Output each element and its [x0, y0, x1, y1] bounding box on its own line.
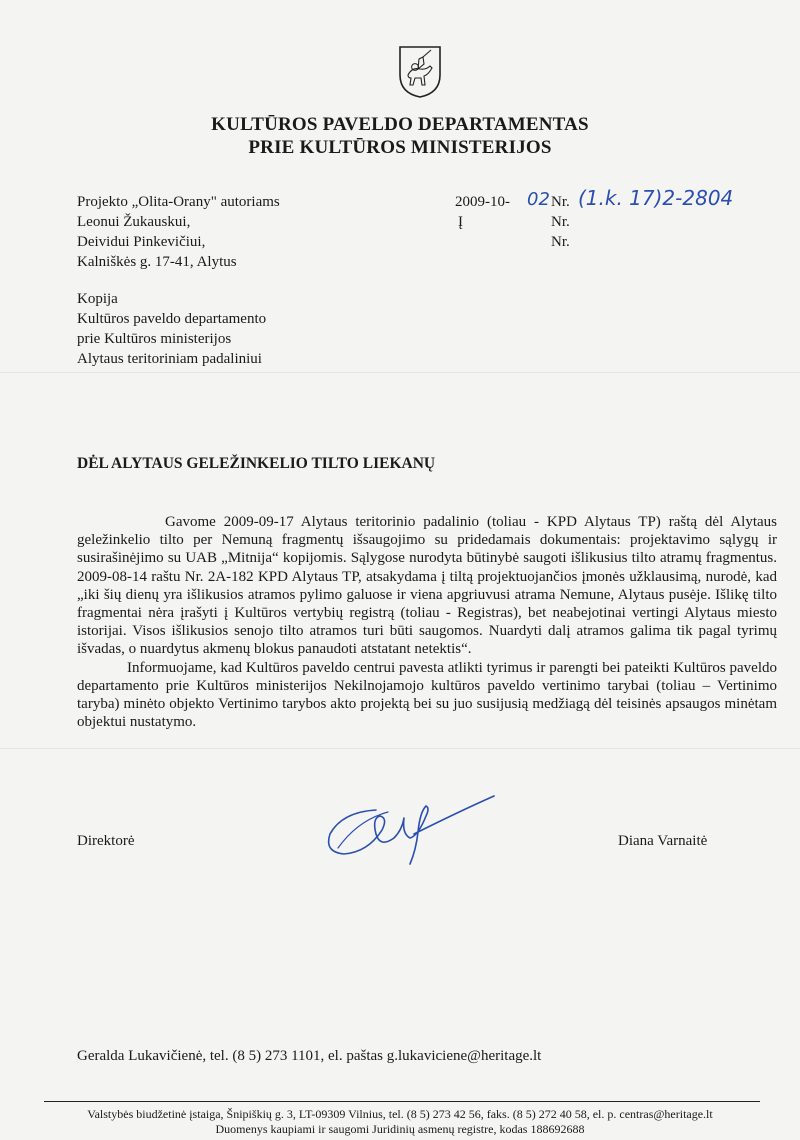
- handwritten-signature: [318, 790, 498, 870]
- contact-person: Geralda Lukavičienė, tel. (8 5) 273 1101, el. paštas g.lukaviciene@heritage.lt: [77, 1048, 542, 1064]
- signatory-position: Direktorė: [77, 833, 135, 849]
- letter-subject: DĖL ALYTAUS GELEŽINKELIO TILTO LIEKANŲ: [77, 455, 436, 472]
- nr-label: Nr.: [551, 214, 570, 230]
- recipient-line: Kalniškės g. 17-41, Alytus: [77, 254, 237, 270]
- ministry-title: PRIE KULTŪROS MINISTERIJOS: [248, 137, 552, 158]
- footer-divider: [44, 1101, 760, 1102]
- footer-address: Valstybės biudžetinė įstaiga, Šnipiškių g. 3, LT-09309 Vilnius, tel. (8 5) 273 42 56, faks. (8 5) 272 40 58, el. p. centras@heritage.lt: [87, 1107, 713, 1121]
- coat-of-arms-icon: [398, 45, 442, 99]
- signatory-name: Diana Varnaitė: [618, 833, 708, 849]
- copy-line: prie Kultūros ministerijos: [77, 331, 232, 347]
- nr-label: Nr.: [551, 194, 570, 210]
- copy-line: Alytaus teritoriniam padaliniui: [77, 351, 262, 367]
- body-paragraph: Informuojame, kad Kultūros paveldo centrui pavesta atlikti tyrimus ir parengti bei pateikti Kultūros paveldo departamento prie Kultūros ministerijos Nekilnojamojo kultūros paveldo vertinimo tarybai (toliau – Vertinimo taryba) minėto objekto Vertinimo tarybos akto projektą bei su juo susijusią medžiagą dėl teisinės apsaugos minėtam objektui nustatymo.: [77, 659, 777, 731]
- nr-label: Nr.: [551, 234, 570, 250]
- paper-fold-line: [0, 372, 800, 373]
- letter-date-handwritten: 02: [527, 189, 550, 210]
- letter-date-printed: 2009-10-: [455, 194, 510, 210]
- recipient-line: Deividui Pinkevičiui,: [77, 234, 206, 250]
- recipient-line: Projekto „Olita-Orany" autoriams: [77, 194, 280, 210]
- recipient-line: Leonui Žukauskui,: [77, 214, 191, 230]
- letter-body: [77, 513, 777, 731]
- nr-handwritten: (1.k. 17)2-2804: [578, 186, 734, 210]
- department-title: KULTŪROS PAVELDO DEPARTAMENTAS: [211, 114, 589, 135]
- copy-line: Kopija: [77, 291, 118, 307]
- copy-line: Kultūros paveldo departamento: [77, 311, 267, 327]
- body-paragraph: Gavome 2009-09-17 Alytaus teritorinio padalinio (toliau - KPD Alytaus TP) raštą dėl Alytaus geležinkelio tilto per Nemuną fragmentų išsaugojimo su pridedamais dokumentais: projektavimo sąlygų ir susirašinėjimo su UAB „Mitnija“ kopijomis. Sąlygose nurodyta būtinybė saugoti išlikusius tilto atramų fragmentus. 2009-08-14 raštu Nr. 2A-182 KPD Alytaus TP, atsakydama į tiltą projektuojančios įmonės užklausimą, nurodė, kad „iki šių dienų yra išlikusios atramos pylimo galuose ir viena apgriuvusi atrama Nemune, Alytaus pusėje. Išlikę tilto fragmentai nėra įrašyti į Kultūros vertybių registrą (toliau - Registras), bet neabejotinai vertingi Alytaus miesto istorijai. Visos išlikusios senojo tilto atramos turi būti saugomos. Nuardyti dalį atramos galima tik pagal tyrimų išvadas, o nuardytus akmenų blokus panaudoti atstatant netektis“.: [77, 514, 777, 658]
- in-reply-mark: Į: [458, 214, 463, 230]
- footer-registry: Duomenys kaupiami ir saugomi Juridinių asmenų registre, kodas 188692688: [215, 1122, 585, 1136]
- paper-fold-line: [0, 748, 800, 749]
